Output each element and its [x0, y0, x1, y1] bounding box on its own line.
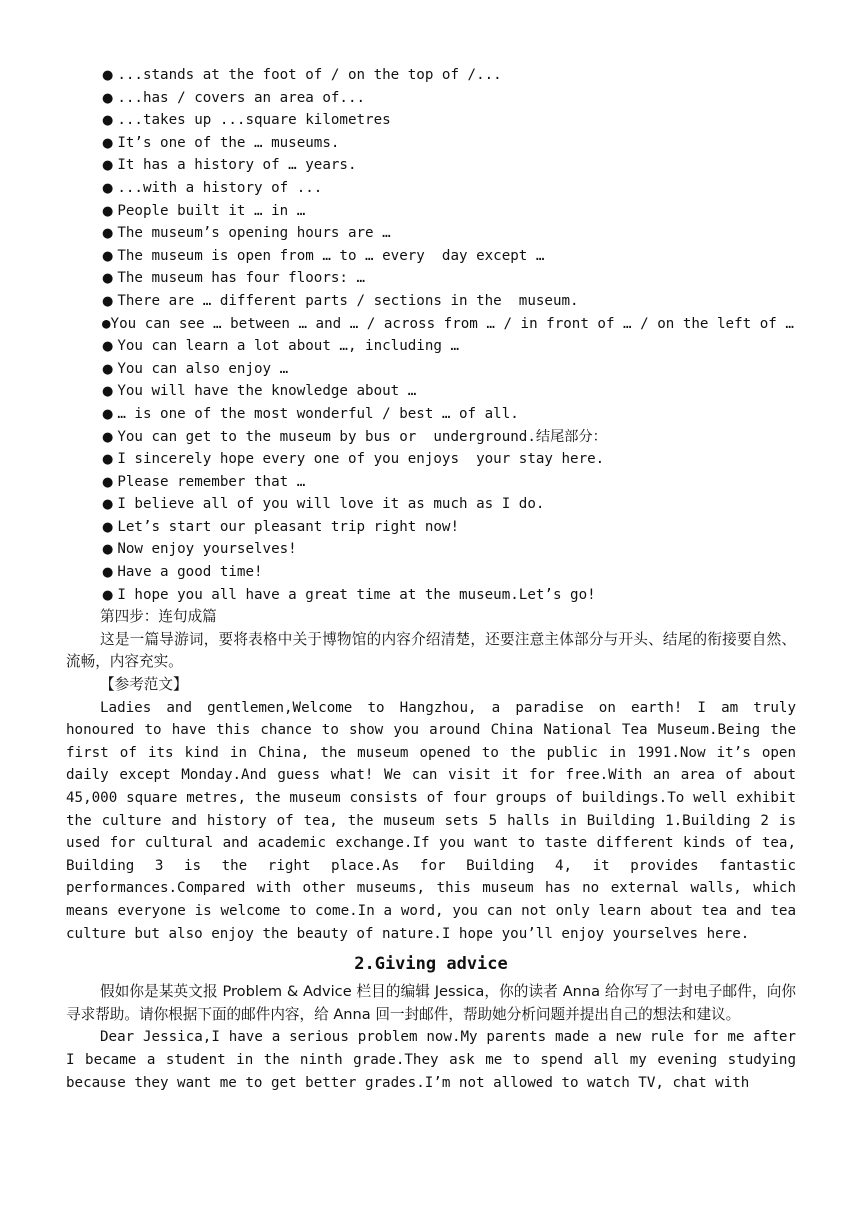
- bullet-dot-icon: ●: [102, 68, 114, 83]
- phrase-bullet-item: [66, 64, 796, 87]
- bullet-dot-icon: ●: [102, 384, 114, 400]
- bullet-text: ...has / covers an area of...: [117, 89, 366, 106]
- reader-letter: Dear Jessica,I have a serious problem now.My parents made a new rule for me after I became a student in the ninth grade.They ask me to spend all my evening studying because they want me to get better grades.I’m not allowed to watch TV, chat with: [66, 1029, 796, 1091]
- bullet-dot-icon: ●: [102, 158, 114, 174]
- phrase-bullet-item: [66, 245, 796, 268]
- bullet-text: It has a history of … years.: [117, 157, 357, 174]
- phrase-bullet-item: [66, 290, 796, 313]
- phrase-bullet-item: [66, 358, 796, 381]
- bullet-text: I believe all of you will love it as much as I do.: [117, 496, 545, 513]
- phrase-bullet-list: [66, 64, 796, 606]
- bullet-text: Let’s start our pleasant trip right now!: [117, 518, 460, 535]
- bullet-dot-icon: ●: [102, 293, 114, 309]
- bullet-text: You can get to the museum by bus or underground.结尾部分：: [117, 428, 607, 445]
- bullet-text: … is one of the most wonderful / best … of all.: [117, 405, 519, 422]
- bullet-text: ...with a history of ...: [117, 179, 323, 196]
- bullet-text: You can see … between … and … / across from … / in front of … / on the left of …: [110, 315, 794, 332]
- bullet-dot-icon: ●: [102, 452, 114, 468]
- bullet-dot-icon: ●: [102, 315, 111, 332]
- reference-label: 【参考范文】: [100, 676, 188, 694]
- bullet-dot-icon: ●: [102, 361, 114, 377]
- bullet-dot-icon: ●: [102, 519, 114, 535]
- bullet-dot-icon: ●: [102, 497, 114, 513]
- bullet-dot-icon: ●: [102, 90, 114, 106]
- bullet-text: The museum has four floors: …: [117, 270, 366, 287]
- phrase-bullet-item: [66, 222, 796, 245]
- phrase-bullet-item: [66, 177, 796, 200]
- phrase-bullet-item: [66, 584, 796, 607]
- phrase-bullet-item: [66, 471, 796, 494]
- reference-essay: Ladies and gentlemen,Welcome to Hangzhou, a paradise on earth! I am truly honoured to have this chance to show you around China National Tea Museum.Being the first of its kind in China, the museum opened to the public in 1991.Now it’s open daily except Monday.And guess what! We can visit it for free.With an area of about 45,000 square metres, the museum consists of four groups of buildings.To well exhibit the culture and history of tea, the museum sets 5 halls in Building 1.Building 2 is used for cultural and academic exchange.If you want to taste different kinds of tea, Building 3 is the right place.As for Building 4, it provides fantastic performances.Compared with other museums, this museum has no external walls, which means everyone is welcome to come.In a word, you can not only learn about tea and tea culture but also enjoy the beauty of nature.I hope you’ll enjoy yourselves here.: [66, 699, 796, 942]
- phrase-bullet-item: [66, 516, 796, 539]
- bullet-dot-icon: ●: [102, 226, 114, 242]
- phrase-bullet-item: [66, 493, 796, 516]
- phrase-bullet-item: [66, 380, 796, 403]
- bullet-dot-icon: ●: [102, 339, 114, 355]
- bullet-dot-icon: ●: [102, 203, 114, 219]
- bullet-dot-icon: ●: [102, 474, 114, 490]
- phrase-bullet-item: [66, 561, 796, 584]
- phrase-bullet-item: [66, 335, 796, 358]
- step4-title: 第四步：连句成篇: [100, 608, 217, 626]
- document-page: [66, 64, 796, 1094]
- phrase-bullet-item: [66, 109, 796, 132]
- bullet-dot-icon: ●: [102, 429, 114, 445]
- bullet-text: ...takes up ...square kilometres: [117, 112, 391, 129]
- bullet-text: I sincerely hope every one of you enjoys your stay here.: [117, 451, 605, 468]
- phrase-bullet-item: [66, 403, 796, 426]
- bullet-text: People built it … in …: [117, 202, 306, 219]
- bullet-dot-icon: ●: [102, 406, 114, 422]
- phrase-bullet-item: [66, 538, 796, 561]
- bullet-text: It’s one of the … museums.: [117, 134, 340, 151]
- phrase-bullet-item: [66, 267, 796, 290]
- bullet-dot-icon: ●: [102, 180, 114, 196]
- bullet-dot-icon: ●: [102, 271, 114, 287]
- bullet-text: You can learn a lot about …, including …: [117, 338, 460, 355]
- bullet-text: Please remember that …: [117, 473, 306, 490]
- bullet-text: You will have the knowledge about …: [117, 383, 417, 400]
- bullet-text: There are … different parts / sections in the museum.: [117, 292, 579, 309]
- section-2-prompt: 假如你是某英文报 Problem & Advice 栏目的编辑 Jessica，你的读者 Anna 给你写了一封电子邮件，向你寻求帮助。请你根据下面的邮件内容，给 Anna 回一封邮件，帮助她分析问题并提出自己的想法和建议。: [66, 983, 796, 1023]
- phrase-bullet-item: [66, 448, 796, 471]
- phrase-bullet-item: [66, 313, 796, 336]
- phrase-bullet-item: [66, 154, 796, 177]
- phrase-bullet-item: [66, 426, 796, 449]
- bullet-text: Have a good time!: [117, 564, 263, 581]
- phrase-bullet-item: [66, 132, 796, 155]
- bullet-text: You can also enjoy …: [117, 360, 289, 377]
- bullet-text: The museum’s opening hours are …: [117, 225, 391, 242]
- bullet-dot-icon: ●: [102, 248, 114, 264]
- bullet-text: I hope you all have a great time at the museum.Let’s go!: [117, 586, 596, 603]
- bullet-text: The museum is open from … to … every day except …: [117, 247, 545, 264]
- bullet-dot-icon: ●: [102, 542, 114, 558]
- bullet-dot-icon: ●: [102, 135, 114, 151]
- bullet-text: Now enjoy yourselves!: [117, 541, 297, 558]
- bullet-dot-icon: ●: [102, 587, 114, 603]
- bullet-text: ...stands at the foot of / on the top of /...: [117, 67, 502, 83]
- section-2-title: 2.Giving advice: [354, 954, 508, 975]
- bullet-dot-icon: ●: [102, 565, 114, 581]
- step4-text: 这是一篇导游词，要将表格中关于博物馆的内容介绍清楚，还要注意主体部分与开头、结尾的衔接要自然、流畅，内容充实。: [66, 630, 796, 671]
- phrase-bullet-item: [66, 87, 796, 110]
- phrase-bullet-item: [66, 200, 796, 223]
- bullet-dot-icon: ●: [102, 113, 114, 129]
